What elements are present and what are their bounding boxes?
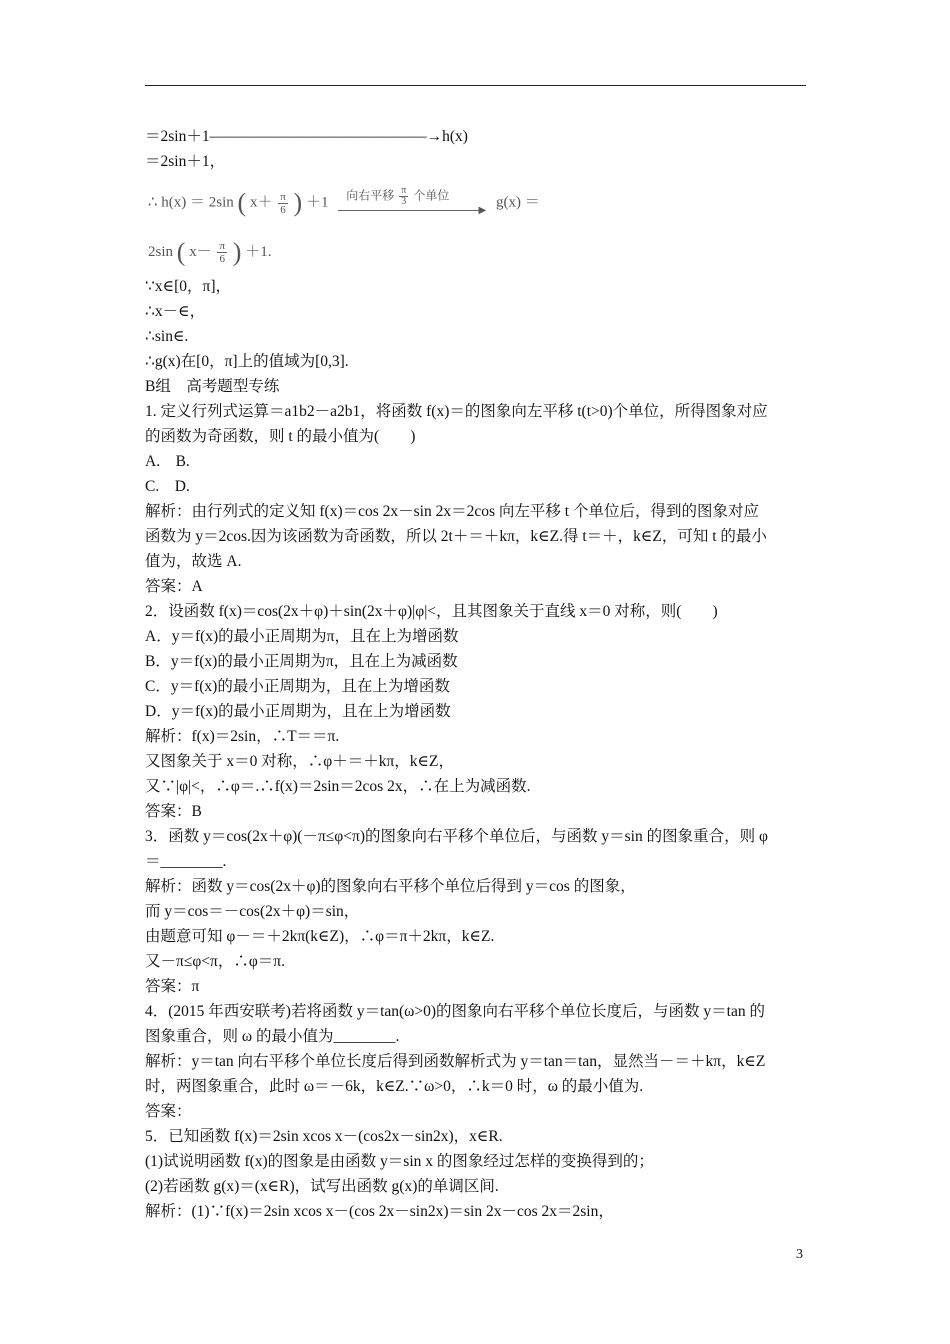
answer-line: 答案：A xyxy=(145,578,203,595)
solution-line: 又图象关于 x＝0 对称，∴φ＋＝＋kπ，k∈Z， xyxy=(145,753,454,770)
option-line: B．y＝f(x)的最小正周期为π，且在上为减函数 xyxy=(145,653,458,670)
answer-line: 答案：π xyxy=(145,978,200,995)
arrow-label-text: 向右平移 xyxy=(346,188,395,203)
solution-line: 解析：函数 y＝cos(2x＋φ)的图象向右平移个单位后得到 y＝cos 的图象， xyxy=(145,878,636,895)
question-line: (2)若函数 g(x)＝(x∈R)，试写出函数 g(x)的单调区间. xyxy=(145,1178,499,1195)
arrow-head-icon: ▶ xyxy=(478,205,487,216)
text-line: ∵x∈[0，π]， xyxy=(145,278,231,295)
transform-arrow xyxy=(338,185,487,218)
formula-inner: x＋ xyxy=(249,194,273,211)
left-paren: ( xyxy=(237,188,247,217)
text-line: ＝2sin＋1， xyxy=(145,153,226,170)
question-line: (1)试说明函数 f(x)的图象是由函数 y＝sin x 的图象经过怎样的变换得到的； xyxy=(145,1153,654,1170)
option-line: C. D. xyxy=(145,478,190,495)
right-paren: ) xyxy=(232,237,242,267)
fraction-denominator: 6 xyxy=(280,203,286,216)
fraction-numerator: π xyxy=(219,240,226,253)
question-line: 3．函数 y＝cos(2x＋φ)(－π≤φ<π)的图象向右平移个单位后，与函数 y＝sin 的图象重合，则 φ xyxy=(145,828,768,845)
question-line: 图象重合，则 ω 的最小值为________. xyxy=(145,1028,400,1045)
arrow-fraction xyxy=(399,186,408,207)
page-number: 3 xyxy=(796,1247,803,1262)
formula-prefix: 2sin xyxy=(148,244,174,260)
right-paren: ) xyxy=(293,188,303,217)
option-line: A．y＝f(x)的最小正周期为π，且在上为增函数 xyxy=(145,628,459,645)
fraction-denominator: 6 xyxy=(219,253,225,266)
solution-line: 函数为 y＝2cos.因为该函数为奇函数，所以 2t＋＝＋kπ，k∈Z.得 t＝＋，k∈Z，可知 t 的最小 xyxy=(145,528,767,545)
formula-suffix: ＋1. xyxy=(245,244,272,260)
fraction xyxy=(217,240,227,265)
fraction-numerator: π xyxy=(401,185,407,196)
left-paren: ( xyxy=(176,237,186,267)
solution-line: 值为，故选 A. xyxy=(145,553,242,570)
arrow-label xyxy=(346,186,449,207)
text-line: ∴sin∈. xyxy=(145,328,189,345)
solution-line: 解析：由行列式的定义知 f(x)＝cos 2x－sin 2x＝2cos 向左平移 t 个单位后，得到的图象对应 xyxy=(145,503,759,520)
solution-line: 解析：y＝tan 向右平移个单位长度后得到函数解析式为 y＝tan＝tan，显然当－＝＋kπ，k∈Z xyxy=(145,1053,766,1070)
solution-line: 时，两图象重合，此时 ω＝－6k，k∈Z.∵ω>0，∴k＝0 时，ω 的最小值为. xyxy=(145,1078,644,1095)
question-line: 4．(2015 年西安联考)若将函数 y＝tan(ω>0)的图象向右平移个单位长度后，与函数 y＝tan 的 xyxy=(145,1003,765,1020)
text-line: ∴x－∈， xyxy=(145,303,206,320)
answer-line: 答案： xyxy=(145,1103,192,1120)
fraction-numerator: π xyxy=(280,190,286,203)
question-line: 的函数为奇函数，则 t 的最小值为( ) xyxy=(145,428,416,445)
formula-result: g(x) ＝ xyxy=(495,194,540,211)
text-line: ∴g(x)在[0，π]上的值域为[0,3]. xyxy=(145,353,349,370)
solution-line: 又－π≤φ<π，∴φ＝π. xyxy=(145,953,285,970)
section-heading: B组 高考题型专练 xyxy=(145,378,280,395)
answer-line: 答案：B xyxy=(145,803,202,820)
formula-suffix: ＋1 xyxy=(305,194,329,211)
solution-line: 解析：(1)∵f(x)＝2sin xcos x－(cos 2x－sin2x)＝sin 2x－cos 2x＝2sin， xyxy=(145,1203,614,1220)
arrow-line xyxy=(338,210,480,211)
question-line: 5．已知函数 f(x)＝2sin xcos x－(cos2x－sin2x)，x∈R. xyxy=(145,1128,503,1145)
option-line: A. B. xyxy=(145,453,190,470)
question-line: 1. 定义行列式运算＝a1b2－a2b1，将函数 f(x)＝的图象向左平移 t(t>0)个单位，所得图象对应 xyxy=(145,403,768,420)
formula-h-to-g xyxy=(148,185,540,218)
text-line: ＝2sin＋1——————————————→h(x) xyxy=(145,128,468,145)
solution-line: 由题意可知 φ－＝＋2kπ(k∈Z)，∴φ＝π＋2kπ，k∈Z. xyxy=(145,928,495,945)
arrow-label-text-2: 个单位 xyxy=(413,188,450,203)
fraction xyxy=(278,191,288,216)
solution-line: 解析：f(x)＝2sin，∴T＝＝π. xyxy=(145,728,340,745)
solution-line: 而 y＝cos＝－cos(2x＋φ)＝sin， xyxy=(145,903,360,920)
option-line: C．y＝f(x)的最小正周期为，且在上为增函数 xyxy=(145,678,450,695)
formula-inner: x－ xyxy=(189,244,212,260)
question-line: 2．设函数 f(x)＝cos(2x＋φ)＋sin(2x＋φ)|φ|<，且其图象关于直线 x＝0 对称，则( ) xyxy=(145,603,718,620)
formula-prefix: ∴ h(x) ＝ 2sin xyxy=(148,194,234,211)
solution-line: 又∵|φ|<，∴φ＝.∴f(x)＝2sin＝2cos 2x，∴在上为减函数. xyxy=(145,778,531,795)
question-line: ＝________. xyxy=(145,853,227,870)
option-line: D．y＝f(x)的最小正周期为，且在上为增函数 xyxy=(145,703,451,720)
formula-g-result xyxy=(148,237,272,267)
fraction-denominator: 3 xyxy=(401,196,407,207)
header-rule xyxy=(145,85,806,86)
